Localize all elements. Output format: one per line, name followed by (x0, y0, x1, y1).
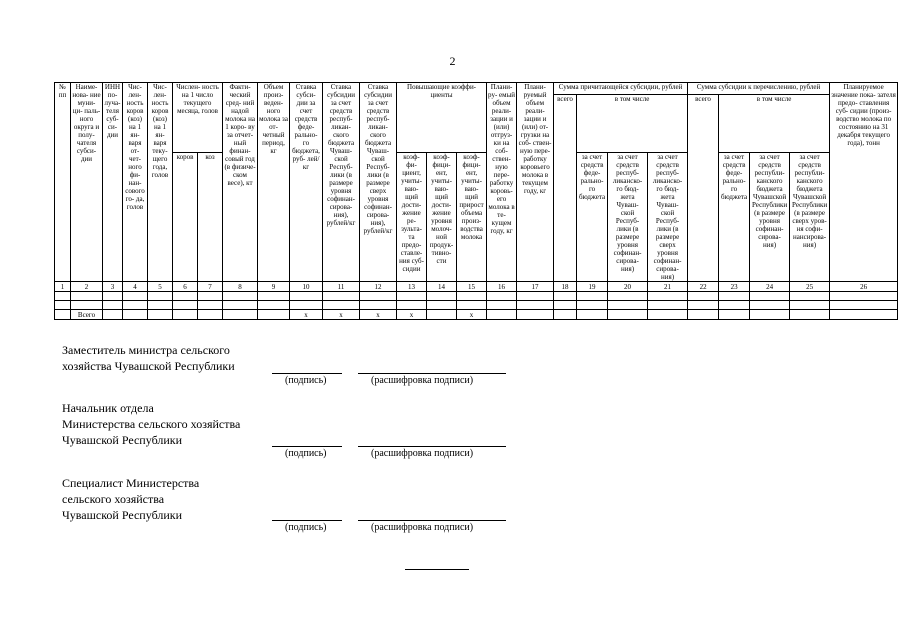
header-pay-federal: за счет средств феде- рально- го бюджета (719, 153, 750, 282)
header-due-federal: за счет средств феде- рально- го бюджета (577, 153, 608, 282)
end-of-document-rule (405, 569, 469, 570)
page-number: 2 (449, 54, 456, 68)
x-mark: х (290, 310, 323, 320)
col-number: 20 (608, 282, 648, 292)
header-rate-republic-cofin: Ставка субсидии за счет средств респуб- ликан- ского бюджета Чуваш- ской Респуб- лики (в размере уровня софинан- сирова- ния), рублей/кг (323, 83, 360, 282)
header-planned-sales-1: Плани- ру- емый объем реали- зации и (или) отгруз- ки на соб- ствен- ную пере- работку коровь- его молока в те- кущем году, кг (487, 83, 517, 282)
col-number: 3 (103, 282, 123, 292)
decoding-caption: (расшифровка подписи) (371, 522, 474, 533)
signature-block-department-head (62, 400, 240, 448)
subsidy-table-wrapper (54, 82, 896, 320)
header-cows-reporting-year: Чис- лен- ность коров (коз) на 1 ян- варя от- чет- ного фи- нан- сового го- да, голов (123, 83, 148, 282)
col-number: 5 (148, 282, 173, 292)
col-number: 15 (457, 282, 487, 292)
signer-title-line: сельского хозяйства (62, 492, 165, 506)
header-due-total: всего (554, 95, 577, 282)
total-label: Всего (71, 310, 103, 320)
header-coef-result: коэф- фи- циент, учиты- ваю- щий дости- жение ре- зульта- та предо- ставле- ния суб- сидии (397, 153, 427, 282)
header-rate-republic-over: Ставка субсидии за счет средств респуб- ликан- ского бюджета Чуваш- ской Респуб- лики (в размере сверх уровня софинан- сирова- ния), рублей/кг (360, 83, 397, 282)
header-pay-subsidy: Сумма субсидии к перечислению, рублей (688, 83, 830, 95)
header-planned-sales-2: Плани- руемый объем реали- зации и (или) от- грузки на соб- ствен- ную пере- работку коровьего молока в текущем году, кг (517, 83, 554, 282)
col-number: 11 (323, 282, 360, 292)
decoding-line (358, 520, 506, 521)
header-yield: Факти- ческий сред- ний надой молока на 1 коро- ву за отчет- ный финан- совый год (в физиче- ском весе), кт (223, 83, 258, 282)
header-inn: ИНН по- луча- теля суб- си- дии (103, 83, 123, 282)
signer-title-line: Чувашской Республики (62, 433, 183, 447)
signature-block-deputy-minister (62, 342, 235, 374)
header-cows-current-year: Чис- лен- ность коров (коз) на 1 ян- варя теку- щего года, голов (148, 83, 173, 282)
col-number: 14 (427, 282, 457, 292)
header-due-subsidy: Сумма причитающейся субсидии, рублей (554, 83, 688, 95)
header-coef-productivity: коэф- фици- ент, учиты- ваю- щий дости- жение уровня молоч- ной продук- тивно- сти (427, 153, 457, 282)
col-number: 19 (577, 282, 608, 292)
decoding-line (358, 446, 506, 447)
col-number: 17 (517, 282, 554, 292)
x-mark: х (397, 310, 427, 320)
col-number: 12 (360, 282, 397, 292)
col-number: 6 (173, 282, 198, 292)
decoding-line (358, 373, 506, 374)
col-number: 21 (648, 282, 688, 292)
col-number: 2 (71, 282, 103, 292)
col-number: 22 (688, 282, 719, 292)
col-number: 24 (750, 282, 790, 292)
col-number: 10 (290, 282, 323, 292)
header-rate-federal: Ставка субси- дии за счет средств феде- рально- го бюджета, руб- лей/кг (290, 83, 323, 282)
col-number: 26 (830, 282, 898, 292)
col-number: 25 (790, 282, 830, 292)
signature-line (272, 446, 342, 447)
header-pay-total: всего (688, 95, 719, 282)
header-due-incl: в том числе (577, 95, 688, 153)
header-pay-republic-cofin: за счет средств республи- канского бюджета Чувашской Республики (в размере уровня софинан- сирова- ния) (750, 153, 790, 282)
header-name: Наиме- нова- ние муни- ци- паль- ного округа и полу- чателя субси- дии (71, 83, 103, 282)
signer-title-line: Чувашской Республики (62, 508, 183, 522)
col-number: 8 (223, 282, 258, 292)
signer-title-line: хозяйства Чувашской Республики (62, 359, 235, 373)
header-coef-growth: коэф- фици- ент, учиты- ваю- щий прирост объема произ- водства молока (457, 153, 487, 282)
x-mark: х (323, 310, 360, 320)
header-volume: Объем произ- веден- ного молока за от- четный период, кг (258, 83, 290, 282)
total-row (55, 310, 898, 320)
signature-line (272, 373, 342, 374)
signature-caption: (подпись) (285, 522, 327, 533)
signer-title-line: Заместитель министра сельского (62, 343, 230, 357)
x-mark: х (360, 310, 397, 320)
signature-caption: (подпись) (285, 448, 327, 459)
col-number: 18 (554, 282, 577, 292)
col-number: 1 (55, 282, 71, 292)
header-pay-republic-over: за счет средств республи- канского бюджета Чувашской Республики (в размере сверх уров- ня софи- нансирова- ния) (790, 153, 830, 282)
col-number: 4 (123, 282, 148, 292)
header-avg-goats: коз (198, 153, 223, 282)
subsidy-calculation-table (54, 82, 898, 320)
signer-title-line: Начальник отдела (62, 401, 154, 415)
col-number: 13 (397, 282, 427, 292)
header-due-republic-over: за счет средств респуб- ликанско- го бюд- жета Чуваш- ской Респуб- лики (в размере сверх уровня софинан- сирова- ния) (648, 153, 688, 282)
header-planned-value: Планируемое значение пока- зателя предо- ставления суб- сидии (произ- водство молока по состоянию на 31 декабря текущего года), тонн (830, 83, 898, 282)
header-due-republic-cofin: за счет средств респуб- ликанско- го бюд- жета Чуваш- ской Респуб- лики (в размере уровня софинан- сирова- ния) (608, 153, 648, 282)
signature-line (272, 520, 342, 521)
header-avg-cows: коров (173, 153, 198, 282)
empty-row (55, 301, 898, 310)
column-number-row (55, 282, 898, 292)
header-pay-incl: в том числе (719, 95, 830, 153)
x-mark: х (457, 310, 487, 320)
signature-block-specialist (62, 475, 199, 523)
signature-caption: (подпись) (285, 375, 327, 386)
signer-title-line: Министерства сельского хозяйства (62, 417, 241, 431)
decoding-caption: (расшифровка подписи) (371, 448, 474, 459)
col-number: 16 (487, 282, 517, 292)
col-number: 7 (198, 282, 223, 292)
col-number: 9 (258, 282, 290, 292)
signer-title-line: Специалист Министерства (62, 476, 200, 490)
col-number: 23 (719, 282, 750, 292)
empty-row (55, 292, 898, 301)
decoding-caption: (расшифровка подписи) (371, 375, 474, 386)
header-no: № пп (55, 83, 71, 282)
header-coefficients: Повышающие коэффи- циенты (397, 83, 487, 153)
header-avg-headcount: Числен- ность на 1 число текущего месяца, голов (173, 83, 223, 153)
